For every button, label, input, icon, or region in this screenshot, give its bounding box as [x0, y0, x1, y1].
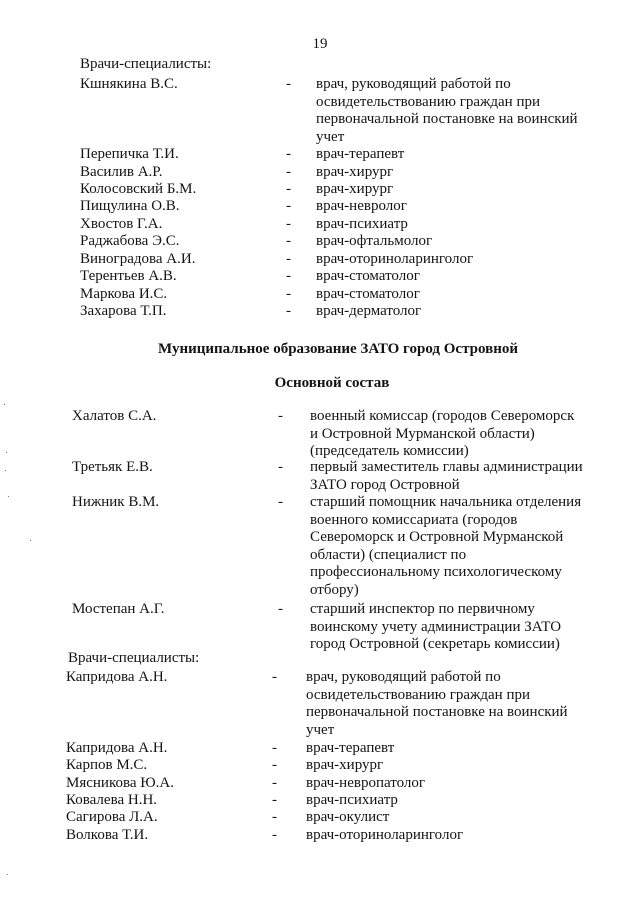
list-item — [0, 669, 640, 738]
member-role: врач-стоматолог — [316, 286, 420, 302]
member-role: врач-невропатолог — [306, 775, 426, 791]
scan-speck — [6, 452, 7, 453]
member-role: врач-невролог — [316, 198, 407, 214]
list-item — [0, 268, 640, 286]
list-item — [0, 740, 640, 758]
member-name: Карпов М.С. — [66, 757, 148, 773]
list-item — [0, 775, 640, 793]
member-role: врач-окулист — [306, 809, 390, 825]
dash-separator: - — [272, 827, 277, 843]
list-item — [0, 181, 640, 199]
specialists-label: Врачи-специалисты: — [68, 650, 200, 666]
list-item — [0, 216, 640, 234]
list-item — [0, 408, 640, 459]
member-name: Нижник В.М. — [72, 494, 160, 510]
list-item — [0, 792, 640, 810]
member-role: старший инспектор по первичному воинскому учету администрации ЗАТО город Островной (секретарь комиссии) — [310, 601, 562, 652]
dash-separator: - — [272, 775, 277, 791]
member-name: Ковалева Н.Н. — [66, 792, 158, 808]
member-role: военный комиссар (городов Североморск и Островной Мурманской области) (председатель комиссии) — [310, 408, 575, 459]
list-item — [0, 757, 640, 775]
list-item — [0, 303, 640, 321]
member-name: Пищулина О.В. — [80, 198, 180, 214]
member-name: Халатов С.А. — [72, 408, 157, 424]
dash-separator: - — [278, 601, 283, 617]
member-name: Мясникова Ю.А. — [66, 775, 175, 791]
dash-separator: - — [286, 216, 291, 232]
main-composition-heading: Основной состав — [274, 375, 390, 391]
dash-separator: - — [272, 792, 277, 808]
specialists-label: Врачи-специалисты: — [80, 56, 212, 72]
list-item — [0, 494, 640, 598]
scan-speck — [8, 496, 9, 497]
dash-separator: - — [272, 740, 277, 756]
dash-separator: - — [278, 459, 283, 475]
member-role: врач-оториноларинголог — [306, 827, 464, 843]
member-name: Захарова Т.П. — [80, 303, 167, 319]
list-item — [0, 286, 640, 304]
dash-separator: - — [286, 76, 291, 92]
dash-separator: - — [278, 408, 283, 424]
dash-separator: - — [272, 669, 277, 685]
member-name: Капридова А.Н. — [66, 669, 168, 685]
municipality-heading: Муниципальное образование ЗАТО город Островной — [158, 341, 518, 357]
dash-separator: - — [286, 198, 291, 214]
member-name: Перепичка Т.И. — [80, 146, 179, 162]
member-role: врач-психиатр — [306, 792, 398, 808]
list-item — [0, 233, 640, 251]
member-name: Виноградова А.И. — [80, 251, 196, 267]
dash-separator: - — [286, 303, 291, 319]
member-role: врач, руководящий работой по освидетельствованию граждан при первоначальной постановке на воинский учет — [316, 76, 578, 145]
member-name: Терентьев А.В. — [80, 268, 177, 284]
member-role: врач-хирург — [316, 181, 394, 197]
list-item — [0, 164, 640, 182]
member-role: врач, руководящий работой по освидетельствованию граждан при первоначальной постановке на воинский учет — [306, 669, 568, 738]
dash-separator: - — [286, 286, 291, 302]
page-number: 19 — [312, 36, 328, 52]
list-item — [0, 459, 640, 493]
member-role: врач-терапевт — [316, 146, 405, 162]
member-name: Третьяк Е.В. — [72, 459, 153, 475]
dash-separator: - — [278, 494, 283, 510]
member-role: врач-хирург — [316, 164, 394, 180]
scan-speck — [5, 470, 6, 471]
list-item — [0, 601, 640, 652]
list-item — [0, 827, 640, 845]
list-item — [0, 76, 640, 145]
list-item — [0, 809, 640, 827]
member-name: Раджабова Э.С. — [80, 233, 180, 249]
member-name: Сагирова Л.А. — [66, 809, 158, 825]
list-item — [0, 251, 640, 269]
dash-separator: - — [286, 233, 291, 249]
member-role: врач-оториноларинголог — [316, 251, 474, 267]
dash-separator: - — [272, 757, 277, 773]
member-name: Волкова Т.И. — [66, 827, 149, 843]
member-role: врач-психиатр — [316, 216, 408, 232]
member-role: врач-дерматолог — [316, 303, 422, 319]
scan-speck — [4, 404, 5, 405]
member-role: первый заместитель главы администрации ЗАТО город Островной — [310, 459, 583, 493]
list-item — [0, 198, 640, 216]
member-role: врач-стоматолог — [316, 268, 420, 284]
dash-separator: - — [286, 164, 291, 180]
scan-speck — [30, 540, 31, 541]
dash-separator: - — [286, 146, 291, 162]
member-name: Мостепан А.Г. — [72, 601, 165, 617]
member-role: врач-хирург — [306, 757, 384, 773]
member-role: врач-офтальмолог — [316, 233, 433, 249]
member-name: Маркова И.С. — [80, 286, 168, 302]
dash-separator: - — [286, 181, 291, 197]
member-name: Хвостов Г.А. — [80, 216, 163, 232]
member-name: Колосовский Б.М. — [80, 181, 197, 197]
member-role: врач-терапевт — [306, 740, 395, 756]
list-item — [0, 146, 640, 164]
scan-speck — [7, 874, 8, 875]
member-name: Кшнякина В.С. — [80, 76, 178, 92]
member-role: старший помощник начальника отделения военного комиссариата (городов Североморск и Островной Мурманской области) (специалист по профессиональному психологическому отбору) — [310, 494, 582, 598]
member-name: Капридова А.Н. — [66, 740, 168, 756]
member-name: Василив А.Р. — [80, 164, 163, 180]
dash-separator: - — [286, 268, 291, 284]
dash-separator: - — [272, 809, 277, 825]
dash-separator: - — [286, 251, 291, 267]
